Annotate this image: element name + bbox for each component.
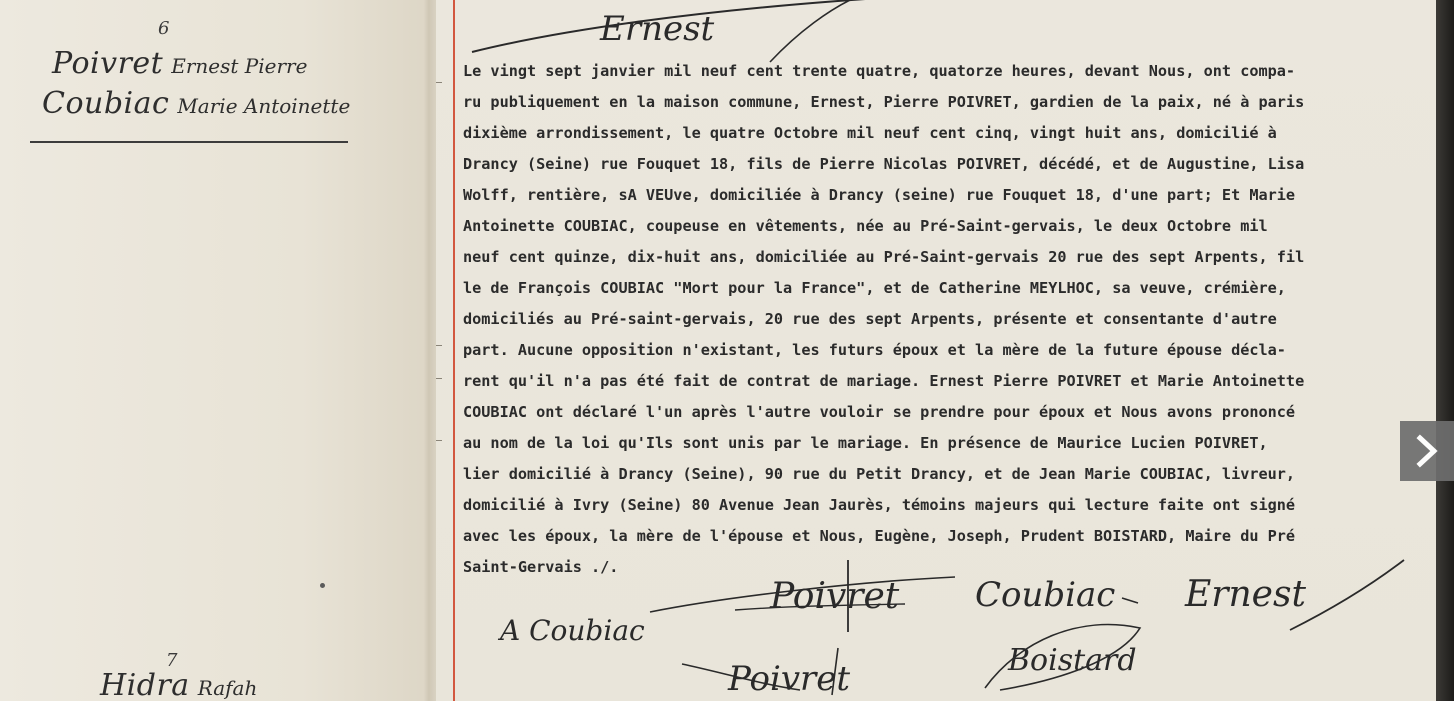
next-given-names: Rafah — [197, 676, 258, 700]
groom-surname: Poivret — [52, 46, 164, 81]
signature-mother-text: Poivret — [728, 659, 851, 699]
act-line: COUBIAC ont déclaré l'un après l'autre vouloir se prendre pour époux et Nous avons prononcé — [463, 403, 1296, 421]
act-line: au nom de la loi qu'Ils sont unis par le mariage. En présence de Maurice Lucien POIVRET, — [463, 434, 1268, 452]
act-line: neuf cent quinze, dix-huit ans, domiciliée au Pré-Saint-gervais 20 rue des sept Arpents, fil — [463, 248, 1305, 266]
chevron-right-icon — [1414, 434, 1440, 468]
act-line: Antoinette COUBIAC, coupeuse en vêtements, née au Pré-Saint-gervais, le deux Octobre mil — [463, 217, 1268, 235]
act-line: Wolff, rentière, sA VEUve, domiciliée à Drancy (seine) rue Fouquet 18, d'une part; Et Marie — [463, 186, 1296, 204]
act-line: ru publiquement en la maison commune, Ernest, Pierre POIVRET, gardien de la paix, né à paris — [463, 93, 1305, 111]
bride-given-names: Marie Antoinette — [177, 94, 351, 118]
next-page-button[interactable] — [1400, 421, 1454, 481]
signature-witness — [735, 560, 905, 632]
act-line: Le vingt sept janvier mil neuf cent trente quatre, quatorze heures, devant Nous, ont compa- — [463, 62, 1296, 80]
page-edge — [1436, 0, 1454, 701]
signature-top-text: Ernest — [600, 9, 715, 49]
act-line: Saint-Gervais ./. — [463, 558, 619, 576]
signature-witness-text: Poivret — [770, 576, 900, 617]
signature-mayor — [985, 625, 1140, 690]
groom-given-names: Ernest Pierre — [171, 54, 308, 78]
act-line: rent qu'il n'a pas été fait de contrat de mariage. Ernest Pierre POIVRET et Marie Antoinette — [463, 372, 1305, 390]
act-line: dixième arrondissement, le quatre Octobre mil neuf cent cinq, vingt huit ans, domicilié à — [463, 124, 1277, 142]
act-line: avec les époux, la mère de l'épouse et Nous, Eugène, Joseph, Prudent BOISTARD, Maire du Pré — [463, 527, 1296, 545]
entry-number: 6 — [158, 18, 170, 39]
act-line: part. Aucune opposition n'existant, les futurs époux et la mère de la future épouse décla- — [463, 341, 1286, 359]
next-surname: Hidra — [100, 668, 190, 701]
act-line: domicilié à Ivry (Seine) 80 Avenue Jean Jaurès, témoins majeurs qui lecture faite ont signé — [463, 496, 1296, 514]
act-line: lier domicilié à Drancy (Seine), 90 rue du Petit Drancy, et de Jean Marie COUBIAC, livreur, — [463, 465, 1296, 483]
signature-mother — [682, 648, 850, 699]
act-line: le de François COUBIAC "Mort pour la France", et de Catherine MEYLHOC, sa veuve, crémière, — [463, 279, 1286, 297]
signature-coubiac-text: Coubiac — [975, 575, 1116, 615]
signature-top — [472, 0, 880, 62]
signature-bride-text: A Coubiac — [500, 614, 645, 647]
signature-coubiac — [975, 575, 1138, 615]
signature-groom — [1184, 560, 1404, 630]
bride-surname: Coubiac — [42, 86, 170, 121]
entry-number-next: 7 — [166, 650, 178, 671]
signature-groom-text: Ernest — [1185, 574, 1306, 615]
act-line: Drancy (Seine) rue Fouquet 18, fils de Pierre Nicolas POIVRET, décédé, et de Augustine, Lisa — [463, 155, 1305, 173]
signature-mayor-text: Boistard — [1008, 643, 1137, 678]
act-line: domiciliés au Pré-saint-gervais, 20 rue des sept Arpents, présente et consentante d'autre — [463, 310, 1277, 328]
